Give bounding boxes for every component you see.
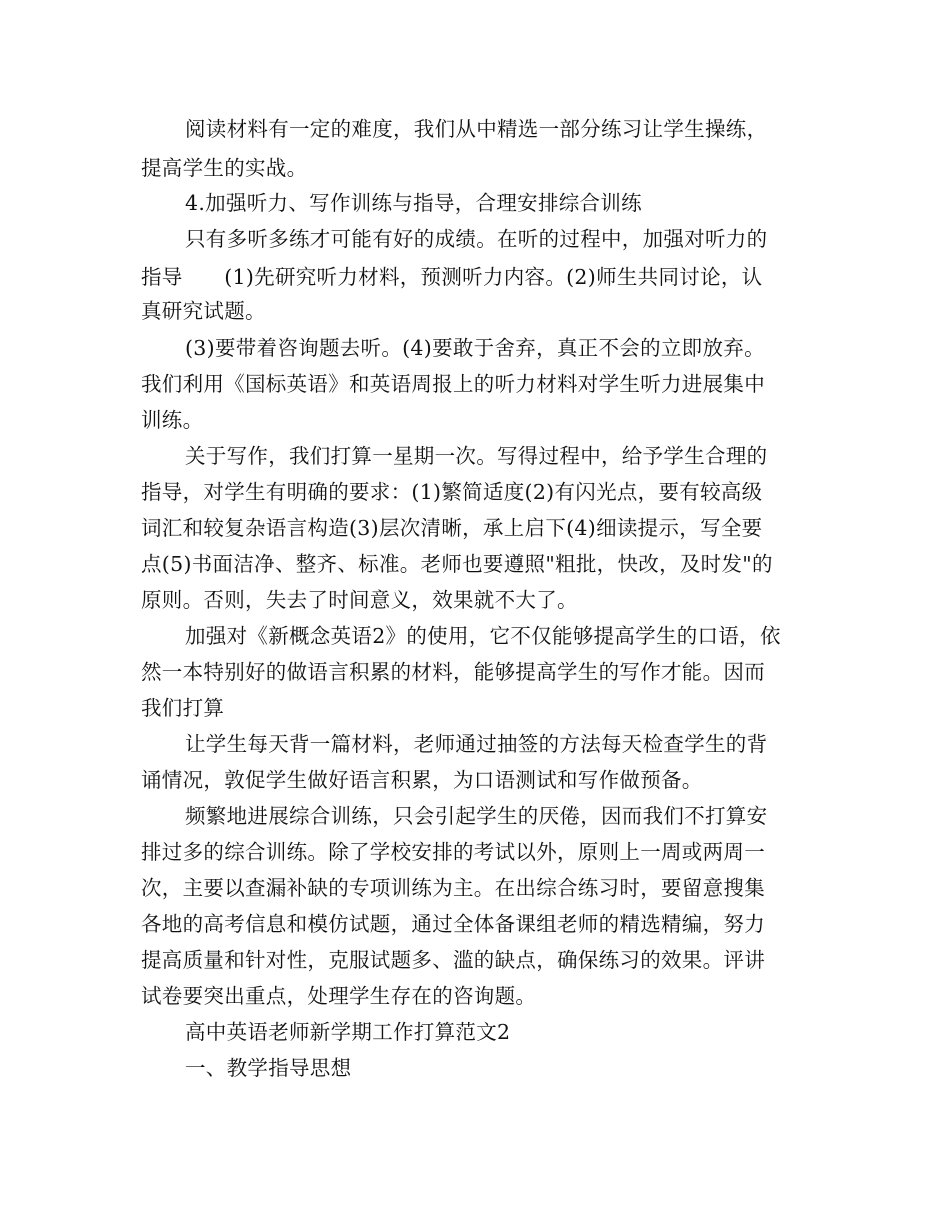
text-line: 训练。	[141, 408, 204, 432]
text-line: 次，主要以查漏补缺的专项训练为主。在出综合练习时，要留意搜集	[141, 876, 765, 900]
text-line: 提高学生的实战。	[141, 156, 308, 180]
text-line: 让学生每天背一篇材料，老师通过抽签的方法每天检查学生的背	[185, 732, 768, 756]
section-title: 高中英语老师新学期工作打算范文2	[185, 1020, 511, 1044]
text-line: 我们打算	[141, 696, 225, 720]
text-line: 加强对《新概念英语2》的使用，它不仅能够提高学生的口语，依	[185, 624, 781, 648]
text-line: 关于写作，我们打算一星期一次。写得过程中，给予学生合理的	[185, 444, 768, 468]
text-line: 诵情况，敦促学生做好语言积累，为口语测试和写作做预备。	[141, 768, 703, 792]
text-line: 排过多的综合训练。除了学校安排的考试以外，原则上一周或两周一	[141, 840, 765, 864]
text-line: 词汇和较复杂语言构造(3)层次清晰，承上启下(4)细读提示，写全要	[141, 516, 763, 540]
section-heading: 一、教学指导思想	[185, 1056, 352, 1080]
text-line: 我们利用《国标英语》和英语周报上的听力材料对学生听力进展集中	[141, 372, 765, 396]
text-line: 然一本特别好的做语言积累的材料，能够提高学生的写作才能。因而	[141, 660, 765, 684]
text-line: 试卷要突出重点，处理学生存在的咨询题。	[141, 984, 537, 1008]
text-line: 原则。否则，失去了时间意义，效果就不大了。	[141, 588, 578, 612]
text-line: 阅读材料有一定的难度，我们从中精选一部分练习让学生操练，	[185, 117, 768, 141]
text-line: 点(5)书面洁净、整齐、标准。老师也要遵照"粗批，快改，及时发"的	[141, 552, 773, 576]
text-line: 真研究试题。	[141, 299, 266, 323]
section-heading: 4.加强听力、写作训练与指导，合理安排综合训练	[185, 191, 642, 215]
text-line: (3)要带着咨询题去听。(4)要敢于舍弃，真正不会的立即放弃。	[185, 336, 765, 360]
text-line: 指导 (1)先研究听力材料，预测听力内容。(2)师生共同讨论，认	[141, 265, 763, 289]
text-line: 各地的高考信息和模仿试题，通过全体备课组老师的精选精编，努力	[141, 912, 765, 936]
text-line: 只有多听多练才可能有好的成绩。在听的过程中，加强对听力的	[185, 227, 768, 251]
text-line: 提高质量和针对性，克服试题多、滥的缺点，确保练习的效果。评讲	[141, 948, 765, 972]
text-line: 指导，对学生有明确的要求：(1)繁简适度(2)有闪光点，要有较高级	[141, 480, 763, 504]
text-line: 频繁地进展综合训练，只会引起学生的厌倦，因而我们不打算安	[185, 804, 768, 828]
